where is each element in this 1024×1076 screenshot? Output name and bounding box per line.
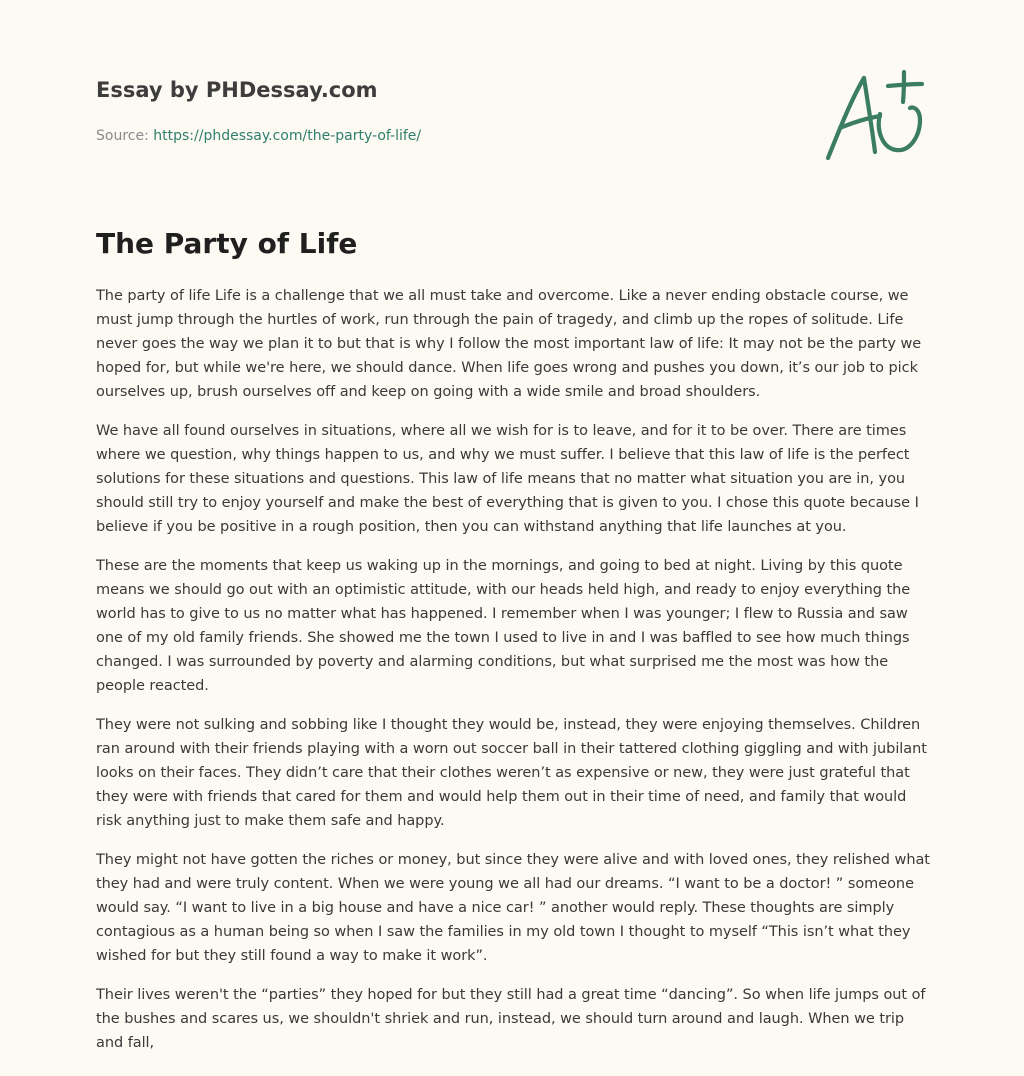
source-link[interactable]: https://phdessay.com/the-party-of-life/ [153, 128, 422, 144]
site-brand-title: Essay by PHDessay.com [96, 78, 378, 102]
essay-paragraph: They might not have gotten the riches or money, but since they were alive and with loved ones, they relished what they had and were truly content. When we were young we all had our dreams. “I want to be a doctor! ” someone would say. “I want to live in a big house and have a nice car! ” another would reply. These thoughts are simply contagious as a human being so when I saw the families in my old town I thought to myself “This isn’t what they wished for but they still found a way to make it work”. [96, 852, 930, 964]
essay-paragraph: They were not sulking and sobbing like I thought they would be, instead, they were enjoying themselves. Children ran around with their friends playing with a worn out soccer ball in their tattered clothing giggling and with jubilant looks on their faces. They didn’t care that their clothes weren’t as expensive or new, they were just grateful that they were with friends that cared for them and would help them out in their time of need, and family that would risk anything just to make them safe and happy. [96, 717, 927, 829]
essay-title: The Party of Life [96, 227, 358, 260]
essay-header [96, 76, 656, 146]
essay-body [96, 284, 932, 1070]
source-line [96, 126, 656, 146]
essay-paragraph: The party of life Life is a challenge that we all must take and overcome. Like a never ending obstacle course, we must jump through the hurtles of work, run through the pain of tragedy, and climb up the ropes of solitude. Life never goes the way we plan it to but that is why I follow the most important law of life: It may not be the party we hoped for, but while we're here, we should dance. When life goes wrong and pushes you down, it’s our job to pick ourselves up, brush ourselves off and keep on going with a wide smile and broad shoulders. [96, 288, 922, 400]
essay-paragraph: These are the moments that keep us waking up in the mornings, and going to bed at night. Living by this quote means we should go out with an optimistic attitude, with our heads held high, and ready to enjoy everything the world has to give to us no matter what has happened. I remember when I was younger; I flew to Russia and saw one of my old family friends. She showed me the town I used to live in and I was baffled to see how much things changed. I was surrounded by poverty and alarming conditions, but what surprised me the most was how the people reacted. [96, 558, 911, 694]
a-plus-grade-icon [818, 66, 930, 166]
essay-paragraph: We have all found ourselves in situations, where all we wish for is to leave, and for it to be over. There are times where we question, why things happen to us, and why we must suffer. I believe that this law of life is the perfect solutions for these situations and questions. This law of life means that no matter what situation you are in, you should still try to enjoy yourself and make the best of everything that is given to you. I chose this quote because I believe if you be positive in a rough position, then you can withstand anything that life launches at you. [96, 423, 919, 535]
essay-paragraph: Their lives weren't the “parties” they hoped for but they still had a great time “dancing”. So when life jumps out of the bushes and scares us, we shouldn't shriek and run, instead, we should turn around and laugh. When we trip and fall, [96, 987, 926, 1051]
source-label: Source: [96, 128, 149, 144]
